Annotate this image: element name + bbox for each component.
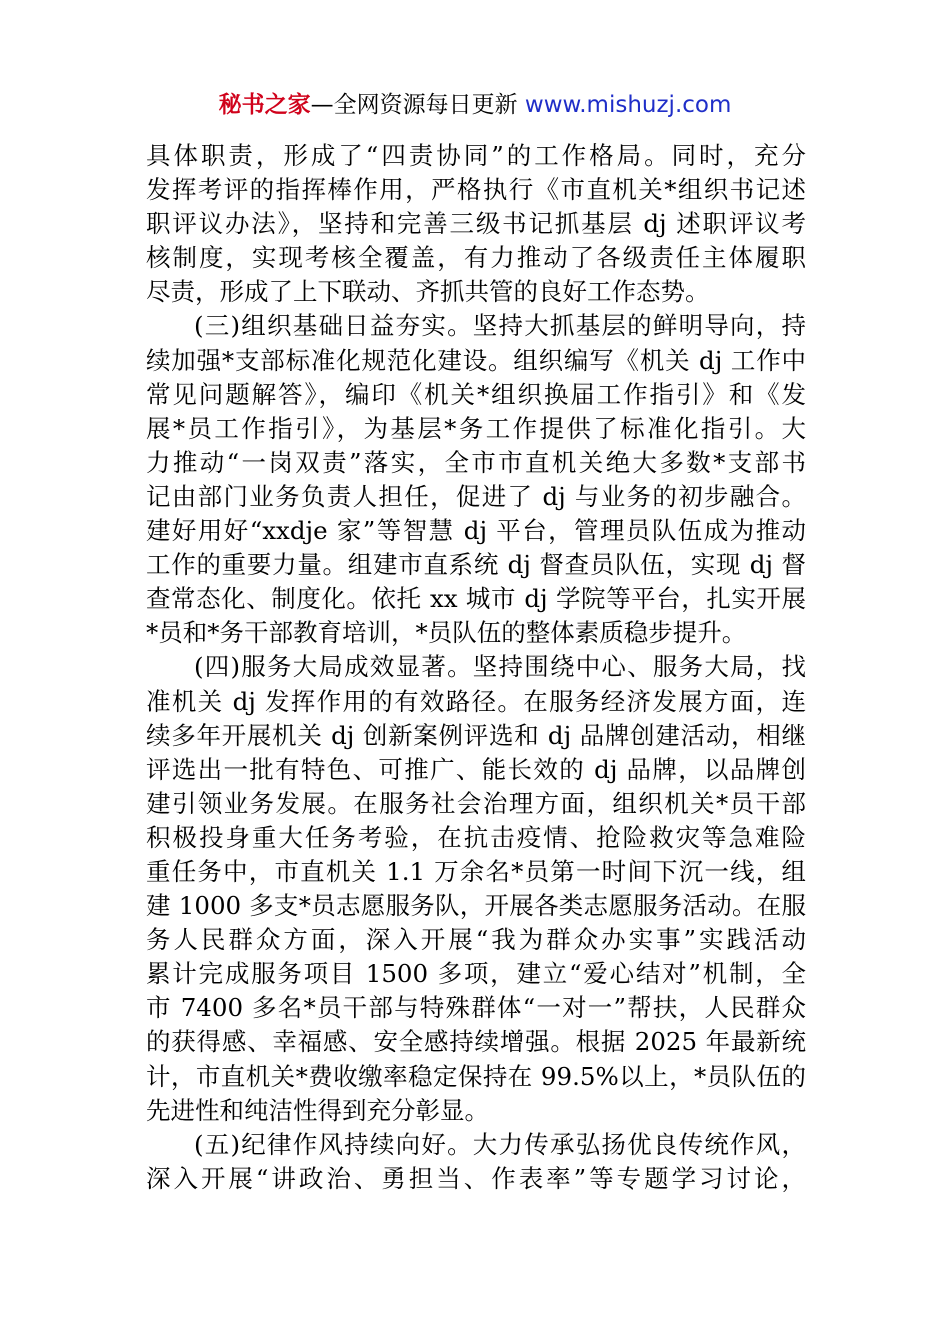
- text-line: 重任务中，市直机关 1.1 万余名*员第一时间下沉一线，组: [146, 856, 806, 886]
- text-line: 市 7400 多名*员干部与特殊群体“一对一”帮扶，人民群众: [146, 993, 806, 1023]
- text-line: 发挥考评的指挥棒作用，严格执行《市直机关*组织书记述: [146, 175, 806, 205]
- text-line: 建 1000 多支*员志愿服务队，开展各类志愿服务活动。在服: [146, 891, 806, 921]
- text-line: 建好用好“xxdje 家”等智慧 dj 平台，管理员队伍成为推动: [146, 516, 806, 546]
- text-line: 常见问题解答》，编印《机关*组织换届工作指引》和《发: [146, 379, 806, 409]
- site-name: 秘书之家: [218, 92, 311, 118]
- text-line: 建引领业务发展。在服务社会治理方面，组织机关*员干部: [146, 788, 806, 818]
- text-line: 记由部门业务负责人担任，促进了 dj 与业务的初步融合。: [146, 481, 806, 511]
- text-line: 力推动“一岗双责”落实，全市市直机关绝大多数*支部书: [146, 447, 806, 477]
- site-url-link[interactable]: www.mishuzj.com: [524, 92, 732, 118]
- text-line: 评选出一批有特色、可推广、能长效的 dj 品牌，以品牌创: [146, 754, 806, 784]
- text-line: 查常态化、制度化。依托 xx 城市 dj 学院等平台，扎实开展: [146, 584, 806, 614]
- text-line: 的获得感、幸福感、安全感持续增强。根据 2025 年最新统: [146, 1027, 806, 1057]
- text-line: 续加强*支部标准化规范化建设。组织编写《机关 dj 工作中: [146, 345, 806, 375]
- text-line: 核制度，实现考核全覆盖，有力推动了各级责任主体履职: [146, 243, 806, 273]
- text-line: *员和*务干部教育培训，*员队伍的整体素质稳步提升。: [146, 618, 747, 648]
- section-heading-line: (五)纪律作风持续向好。大力传承弘扬优良传统作风，: [194, 1129, 806, 1159]
- text-line: 续多年开展机关 dj 创新案例评选和 dj 品牌创建活动，相继: [146, 720, 806, 750]
- text-line: 准机关 dj 发挥作用的有效路径。在服务经济发展方面，连: [146, 686, 806, 716]
- document-body: [146, 139, 806, 1196]
- text-line: 深入开展“讲政治、勇担当、作表率”等专题学习讨论，: [146, 1163, 806, 1193]
- text-line: 尽责，形成了上下联动、齐抓共管的良好工作态势。: [146, 277, 710, 307]
- text-line: 工作的重要力量。组建市直系统 dj 督查员队伍，实现 dj 督: [146, 550, 806, 580]
- section-heading-line: (三)组织基础日益夯实。坚持大抓基层的鲜明导向，持: [194, 311, 806, 341]
- text-line: 积极投身重大任务考验，在抗击疫情、抢险救灾等急难险: [146, 822, 806, 852]
- text-line: 务人民群众方面，深入开展“我为群众办实事”实践活动: [146, 925, 806, 955]
- header-tagline: —全网资源每日更新: [310, 92, 525, 118]
- section-heading-line: (四)服务大局成效显著。坚持围绕中心、服务大局，找: [194, 652, 806, 682]
- text-line: 计，市直机关*费收缴率稳定保持在 99.5%以上，*员队伍的: [146, 1061, 806, 1091]
- text-line: 职评议办法》，坚持和完善三级书记抓基层 dj 述职评议考: [146, 209, 806, 239]
- text-line: 展*员工作指引》，为基层*务工作提供了标准化指引。大: [146, 413, 806, 443]
- text-line: 先进性和纯洁性得到充分彰显。: [146, 1095, 489, 1125]
- page-header: [0, 88, 950, 122]
- text-line: 具体职责，形成了“四责协同”的工作格局。同时，充分: [146, 141, 806, 170]
- text-line: 累计完成服务项目 1500 多项，建立“爱心结对”机制，全: [146, 959, 806, 989]
